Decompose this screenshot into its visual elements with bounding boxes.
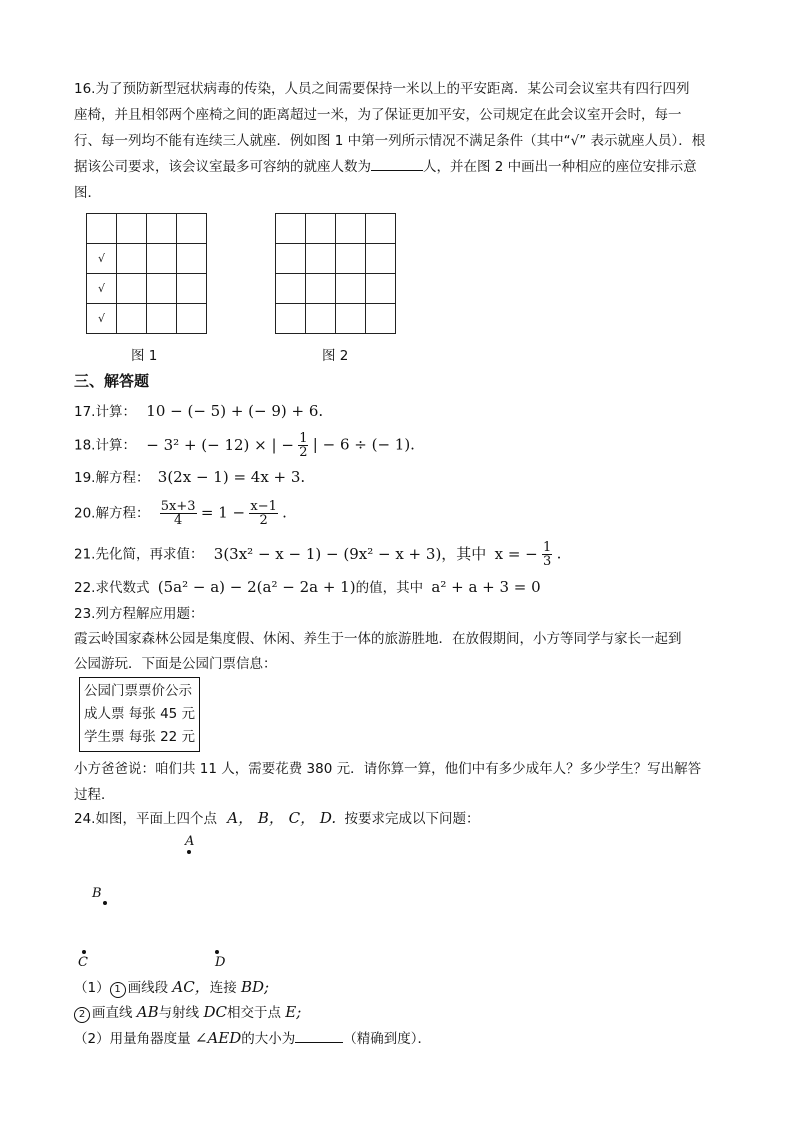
q21-expression: 3(3x² − x − 1) − (9x² − x + 3)，其中 xyxy=(213,544,487,563)
figure-2-caption: 图 2 xyxy=(322,348,349,364)
q24-part-2-prefix: （2）用量角器度量 xyxy=(74,1031,191,1047)
q18 xyxy=(74,432,415,459)
segment-ac: AC， xyxy=(172,978,210,996)
figure-1-grid xyxy=(86,213,207,334)
q23-intro-1: 霞云岭国家森林公园是集度假、休闲、养生于一体的旅游胜地．在放假期间，小方等同学与家长一起到 xyxy=(74,631,682,647)
q24-after: 按要求完成以下问题： xyxy=(344,811,480,827)
q16-line-5: 图． xyxy=(74,185,101,201)
point-e: E; xyxy=(285,1003,302,1021)
q24-part-1-2 xyxy=(74,1001,301,1024)
q16-line-4 xyxy=(74,156,697,178)
figure-2-grid[interactable] xyxy=(275,213,396,334)
q17-expression: 10 − (− 5) + (− 9) + 6. xyxy=(146,402,324,420)
q24-intro xyxy=(74,807,479,830)
line-ab: AB xyxy=(136,1003,159,1021)
q21 xyxy=(74,541,561,568)
q18-expr-pre: − 3² + (− 12) × | − xyxy=(146,435,294,454)
point-a xyxy=(187,850,191,854)
q16-line-3: 行、每一列均不能有连续三人就座．例如图 1 中第一列所示情况不满足条件（其中“√” 表示就座人员）．根 xyxy=(74,133,706,149)
section-heading: 三、解答题 xyxy=(74,372,150,390)
q20-mid: = 1 − xyxy=(200,503,246,522)
point-c-label: C xyxy=(78,955,88,970)
point-b xyxy=(103,901,107,905)
segment-bd: BD; xyxy=(241,978,270,996)
student-ticket-price: 学生票 每张 22 元 xyxy=(84,729,196,745)
ticket-price-title: 公园门票票价公示 xyxy=(84,683,192,699)
q24-part-1-prefix: （1） xyxy=(74,980,110,996)
answer-blank-16[interactable] xyxy=(371,156,423,171)
q22-mid: 的值，其中 xyxy=(355,580,424,596)
q16-line-1: 16.为了预防新型冠状病毒的传染，人员之间需要保持一米以上的平安距离．某公司会议室共有四行四列 xyxy=(74,81,690,97)
q24-p2-text-c: 相交于点 xyxy=(226,1005,281,1021)
q21-end: . xyxy=(556,544,562,563)
angle-aed: ∠AED xyxy=(194,1029,242,1047)
q21-var: x = − xyxy=(494,544,538,563)
q20 xyxy=(74,500,287,527)
q20-fraction-2: $\frac{x-1}{2}$ xyxy=(250,499,277,528)
check-mark: √ xyxy=(87,244,117,274)
q17-label: 17.计算： xyxy=(74,404,136,420)
q19 xyxy=(74,466,305,489)
q16-line-4-pre: 据该公司要求，该会议室最多可容纳的就座人数为 xyxy=(74,159,371,175)
q23-intro-2: 公园游玩．下面是公园门票信息： xyxy=(74,656,277,672)
q21-fraction: $\frac{1}{3}$ xyxy=(543,540,552,569)
q24-p1-text-a: 画线段 xyxy=(127,980,169,996)
q24-part-2-post: （精确到度）． xyxy=(343,1031,432,1047)
q24-part-1-1 xyxy=(74,976,269,999)
q24-points: A， B， C， D. xyxy=(227,809,337,827)
q24-label: 24.如图，平面上四个点 xyxy=(74,811,217,827)
q18-label: 18.计算： xyxy=(74,437,136,454)
check-mark: √ xyxy=(87,274,117,304)
q22 xyxy=(74,576,541,599)
q22-expression: (5a² − a) − 2(a² − 2a + 1) xyxy=(157,578,356,596)
q23-label: 23.列方程解应用题： xyxy=(74,606,204,622)
ticket-price-box xyxy=(79,677,200,752)
q20-label: 20.解方程： xyxy=(74,505,150,522)
q17 xyxy=(74,400,323,423)
circled-number-2: 2 xyxy=(74,1007,90,1023)
answer-blank-24[interactable] xyxy=(295,1028,343,1043)
figure-1-caption: 图 1 xyxy=(131,348,158,364)
q23-question-1: 小方爸爸说：咱们共 11 人，需要花费 380 元．请你算一算，他们中有多少成年人？多少学生？写出解答 xyxy=(74,761,702,777)
q19-expression: 3(2x − 1) = 4x + 3. xyxy=(157,468,306,486)
q22-label: 22.求代数式 xyxy=(74,580,150,596)
q19-label: 19.解方程： xyxy=(74,470,150,486)
adult-ticket-price: 成人票 每张 45 元 xyxy=(84,706,196,722)
q16-line-4-post: 人，并在图 2 中画出一种相应的座位安排示意 xyxy=(423,159,697,175)
point-d-label: D xyxy=(215,955,226,970)
q20-fraction-1: $\frac{5x+3}{4}$ xyxy=(160,499,196,528)
q24-part-2-mid: 的大小为 xyxy=(241,1031,296,1047)
q16-line-2: 座椅，并且相邻两个座椅之间的距离超过一米，为了保证更加平安，公司规定在此会议室开会时，每一 xyxy=(74,107,682,123)
q22-condition: a² + a + 3 = 0 xyxy=(431,578,541,596)
ray-dc: DC xyxy=(203,1003,227,1021)
circled-number-1: 1 xyxy=(110,982,126,998)
q24-p1-text-b: 连接 xyxy=(209,980,237,996)
q24-p2-text-b: 与射线 xyxy=(158,1005,200,1021)
q18-fraction: $\frac{1}{2}$ xyxy=(299,431,308,460)
check-mark: √ xyxy=(87,304,117,334)
point-c xyxy=(82,950,86,954)
q23-question-2: 过程． xyxy=(74,787,115,803)
q24-part-2 xyxy=(74,1027,431,1050)
q21-label: 21.先化简，再求值： xyxy=(74,546,204,563)
point-b-label: B xyxy=(92,886,102,901)
q18-expr-post: | − 6 ÷ (− 1). xyxy=(312,435,415,454)
point-d xyxy=(215,950,219,954)
q24-p2-text-a: 画直线 xyxy=(92,1005,133,1021)
q20-end: . xyxy=(282,503,287,522)
point-a-label: A xyxy=(185,834,195,849)
